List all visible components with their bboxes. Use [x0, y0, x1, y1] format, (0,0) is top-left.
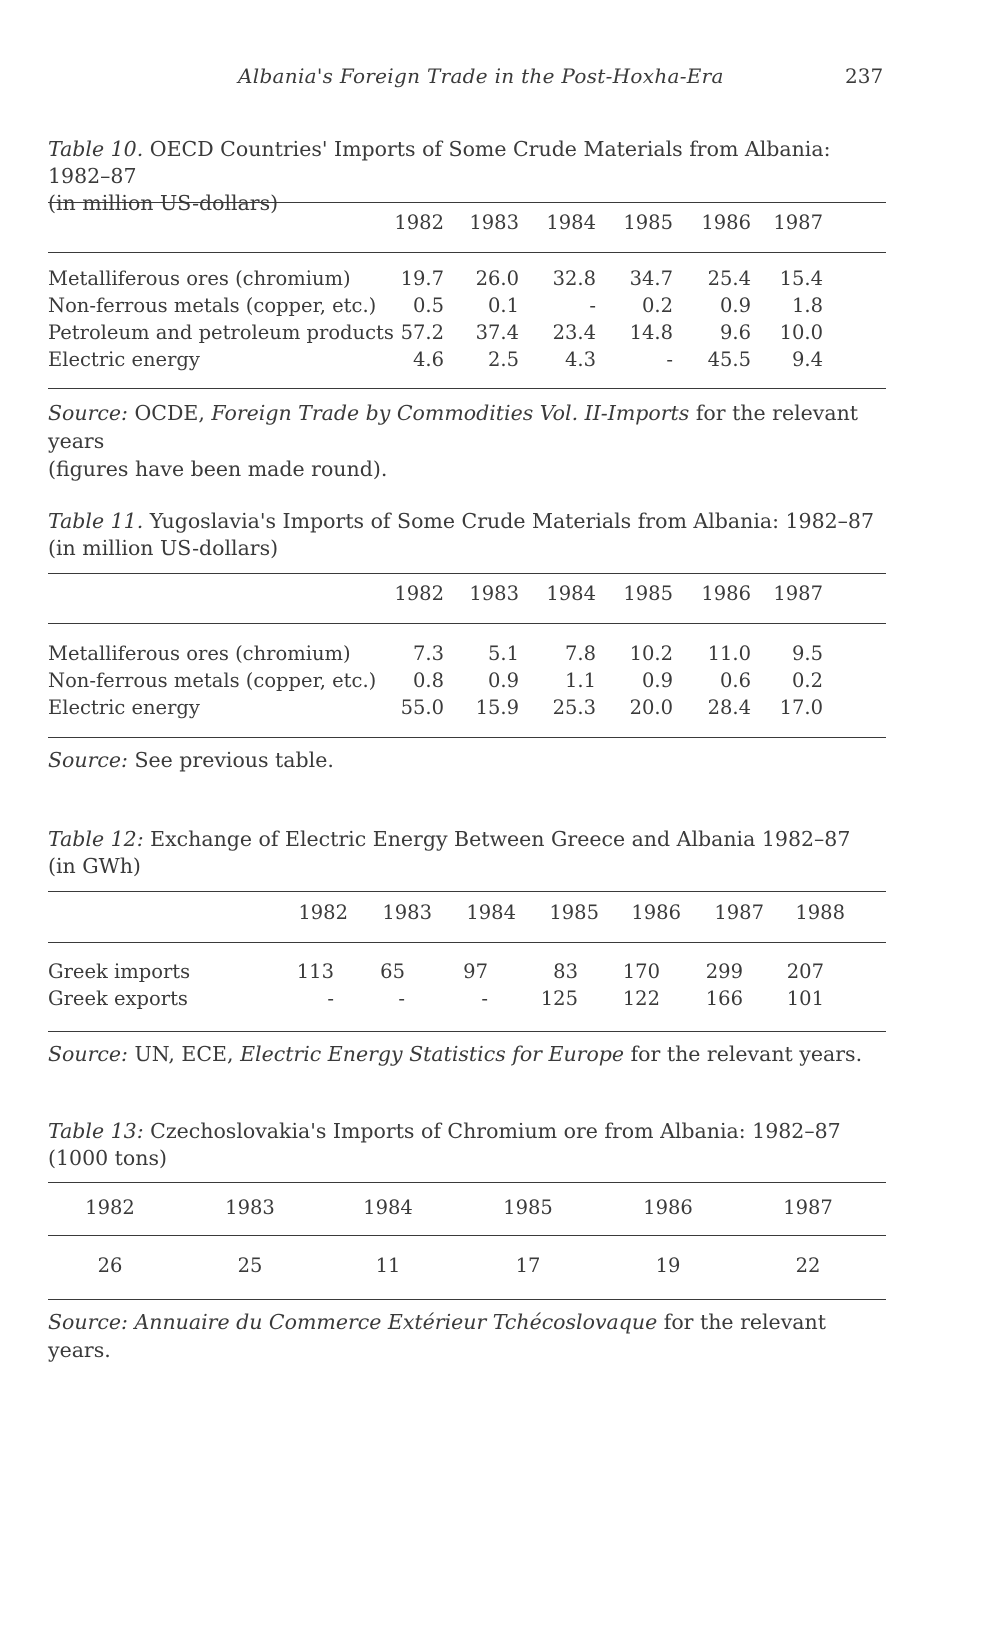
table-cell: 25	[237, 1254, 263, 1277]
column-header: 1984	[466, 901, 516, 924]
row-label: Petroleum and petroleum products	[48, 321, 394, 344]
table-cell: 25.3	[552, 696, 596, 719]
table-bottom-rule	[48, 737, 886, 738]
row-label: Greek exports	[48, 987, 188, 1010]
table-cell: 34.7	[629, 267, 673, 290]
column-header: 1984	[546, 582, 596, 605]
table-cell: 22	[795, 1254, 821, 1277]
source-text: See previous table.	[134, 748, 334, 772]
source-publication: Foreign Trade by Commodities Vol. II-Imports	[211, 401, 690, 425]
table-title: Exchange of Electric Energy Between Greece and Albania 1982–87	[150, 827, 851, 851]
column-header: 1986	[643, 1196, 693, 1219]
table-cell: 0.5	[412, 294, 444, 317]
table-cell: 26	[97, 1254, 123, 1277]
table-row	[48, 958, 886, 986]
table-bottom-rule	[48, 1299, 886, 1300]
table-cell: -	[481, 987, 488, 1010]
table-bottom-rule	[48, 388, 886, 389]
row-label: Non-ferrous metals (copper, etc.)	[48, 669, 377, 692]
table-cell: 2.5	[487, 348, 519, 371]
table-13	[48, 1118, 886, 1398]
table-cell: 10.0	[779, 321, 823, 344]
table-source	[48, 399, 886, 483]
table-source	[48, 1040, 886, 1068]
table-cell: 0.6	[719, 669, 751, 692]
table-unit: (in million US-dollars)	[48, 536, 279, 560]
table-13-caption	[48, 1118, 886, 1172]
table-header-row	[48, 1194, 886, 1222]
table-label: Table 13:	[48, 1119, 144, 1143]
source-text: for the relevant years.	[48, 1310, 826, 1362]
table-cell: -	[666, 348, 673, 371]
column-header: 1986	[701, 582, 751, 605]
table-label: Table 12:	[48, 827, 144, 851]
table-cell: 299	[705, 960, 743, 983]
table-cell: 45.5	[707, 348, 751, 371]
column-header: 1983	[469, 582, 519, 605]
source-label: Source:	[48, 401, 128, 425]
column-header: 1986	[631, 901, 681, 924]
source-text: UN, ECE,	[134, 1042, 234, 1066]
table-row	[48, 346, 886, 374]
table-row	[48, 319, 886, 347]
row-label: Electric energy	[48, 696, 200, 719]
row-label: Non-ferrous metals (copper, etc.)	[48, 294, 377, 317]
table-cell: 57.2	[400, 321, 444, 344]
table-10-caption	[48, 136, 886, 217]
source-label: Source:	[48, 1310, 128, 1334]
column-header: 1982	[394, 211, 444, 234]
column-header: 1985	[623, 211, 673, 234]
table-cell: 5.1	[487, 642, 519, 665]
table-cell: 0.2	[791, 669, 823, 692]
table-cell: 9.6	[719, 321, 751, 344]
table-cell: 14.8	[629, 321, 673, 344]
column-header: 1986	[701, 211, 751, 234]
table-cell: 7.3	[412, 642, 444, 665]
column-header: 1987	[714, 901, 764, 924]
table-unit: (1000 tons)	[48, 1146, 167, 1170]
column-header: 1982	[85, 1196, 135, 1219]
table-cell: 83	[553, 960, 578, 983]
running-header	[0, 64, 1000, 96]
table-cell: 170	[622, 960, 660, 983]
table-unit: (in million US-dollars)	[48, 191, 279, 215]
column-header: 1988	[795, 901, 845, 924]
table-top-rule	[48, 891, 886, 892]
table-cell: 25.4	[707, 267, 751, 290]
table-row	[48, 985, 886, 1013]
column-header: 1982	[298, 901, 348, 924]
column-header: 1985	[623, 582, 673, 605]
table-11-caption	[48, 508, 886, 562]
table-cell: 0.8	[412, 669, 444, 692]
table-cell: 9.5	[791, 642, 823, 665]
table-title: Yugoslavia's Imports of Some Crude Materials from Albania: 1982–87	[149, 509, 875, 533]
source-publication: Annuaire du Commerce Extérieur Tchécoslovaque	[134, 1310, 658, 1334]
table-cell: 19	[655, 1254, 681, 1277]
table-cell: 125	[540, 987, 578, 1010]
table-cell: 55.0	[400, 696, 444, 719]
table-cell: -	[327, 987, 334, 1010]
table-top-rule	[48, 573, 886, 574]
running-title: Albania's Foreign Trade in the Post-Hoxha-Era	[238, 64, 724, 88]
table-row	[48, 265, 886, 293]
source-label: Source:	[48, 1042, 128, 1066]
table-cell: 0.1	[487, 294, 519, 317]
table-row	[48, 1252, 886, 1280]
table-cell: 4.6	[412, 348, 444, 371]
table-cell: 166	[705, 987, 743, 1010]
table-header-rule	[48, 942, 886, 943]
table-header-row	[48, 580, 886, 608]
source-text: OCDE,	[134, 401, 205, 425]
table-cell: 32.8	[552, 267, 596, 290]
table-cell: 65	[380, 960, 405, 983]
source-label: Source:	[48, 748, 128, 772]
table-cell: 7.8	[564, 642, 596, 665]
table-unit: (in GWh)	[48, 854, 141, 878]
table-header-row	[48, 899, 886, 927]
table-cell: 17.0	[779, 696, 823, 719]
table-top-rule	[48, 1182, 886, 1183]
row-label: Metalliferous ores (chromium)	[48, 267, 351, 290]
table-cell: 207	[786, 960, 824, 983]
table-11	[48, 508, 886, 778]
column-header: 1985	[503, 1196, 553, 1219]
column-header: 1983	[469, 211, 519, 234]
row-label: Greek imports	[48, 960, 191, 983]
page-number: 237	[845, 64, 884, 88]
column-header: 1987	[773, 582, 823, 605]
table-cell: 15.9	[475, 696, 519, 719]
table-12-caption	[48, 826, 886, 880]
table-header-rule	[48, 252, 886, 253]
table-cell: 10.2	[629, 642, 673, 665]
table-cell: 11	[375, 1254, 401, 1277]
table-cell: 1.1	[564, 669, 596, 692]
table-cell: 9.4	[791, 348, 823, 371]
table-label: Table 10.	[48, 137, 144, 161]
table-cell: 97	[463, 960, 488, 983]
column-header: 1987	[783, 1196, 833, 1219]
table-cell: -	[589, 294, 596, 317]
table-cell: 122	[622, 987, 660, 1010]
table-10	[48, 136, 886, 481]
table-row	[48, 640, 886, 668]
table-cell: 20.0	[629, 696, 673, 719]
table-cell: 28.4	[707, 696, 751, 719]
source-publication: Electric Energy Statistics for Europe	[240, 1042, 625, 1066]
row-label: Electric energy	[48, 348, 200, 371]
table-row	[48, 667, 886, 695]
table-cell: 23.4	[552, 321, 596, 344]
table-title: Czechoslovakia's Imports of Chromium ore from Albania: 1982–87	[150, 1119, 841, 1143]
source-note: (figures have been made round).	[48, 457, 388, 481]
table-cell: 0.9	[641, 669, 673, 692]
table-cell: 101	[786, 987, 824, 1010]
table-cell: 0.9	[719, 294, 751, 317]
column-header: 1983	[382, 901, 432, 924]
table-header-rule	[48, 1235, 886, 1236]
table-cell: 26.0	[475, 267, 519, 290]
source-text: for the relevant years.	[630, 1042, 863, 1066]
table-source	[48, 1308, 886, 1364]
table-row	[48, 292, 886, 320]
column-header: 1984	[546, 211, 596, 234]
table-top-rule	[48, 202, 886, 203]
column-header: 1985	[549, 901, 599, 924]
table-cell: 19.7	[400, 267, 444, 290]
table-12	[48, 826, 886, 1096]
column-header: 1987	[773, 211, 823, 234]
table-source	[48, 746, 334, 774]
table-cell: 37.4	[475, 321, 519, 344]
column-header: 1982	[394, 582, 444, 605]
table-header-row	[48, 209, 886, 237]
table-label: Table 11.	[48, 509, 144, 533]
column-header: 1983	[225, 1196, 275, 1219]
table-title: OECD Countries' Imports of Some Crude Materials from Albania: 1982–87	[48, 137, 831, 188]
table-bottom-rule	[48, 1031, 886, 1032]
table-cell: 0.9	[487, 669, 519, 692]
table-header-rule	[48, 623, 886, 624]
table-cell: 15.4	[779, 267, 823, 290]
table-cell: 4.3	[564, 348, 596, 371]
table-cell: 0.2	[641, 294, 673, 317]
column-header: 1984	[363, 1196, 413, 1219]
table-cell: 1.8	[791, 294, 823, 317]
table-cell: 113	[296, 960, 334, 983]
source-text: for the relevant years	[48, 401, 859, 453]
table-cell: 17	[515, 1254, 541, 1277]
table-cell: 11.0	[707, 642, 751, 665]
table-row	[48, 694, 886, 722]
row-label: Metalliferous ores (chromium)	[48, 642, 351, 665]
table-cell: -	[398, 987, 405, 1010]
